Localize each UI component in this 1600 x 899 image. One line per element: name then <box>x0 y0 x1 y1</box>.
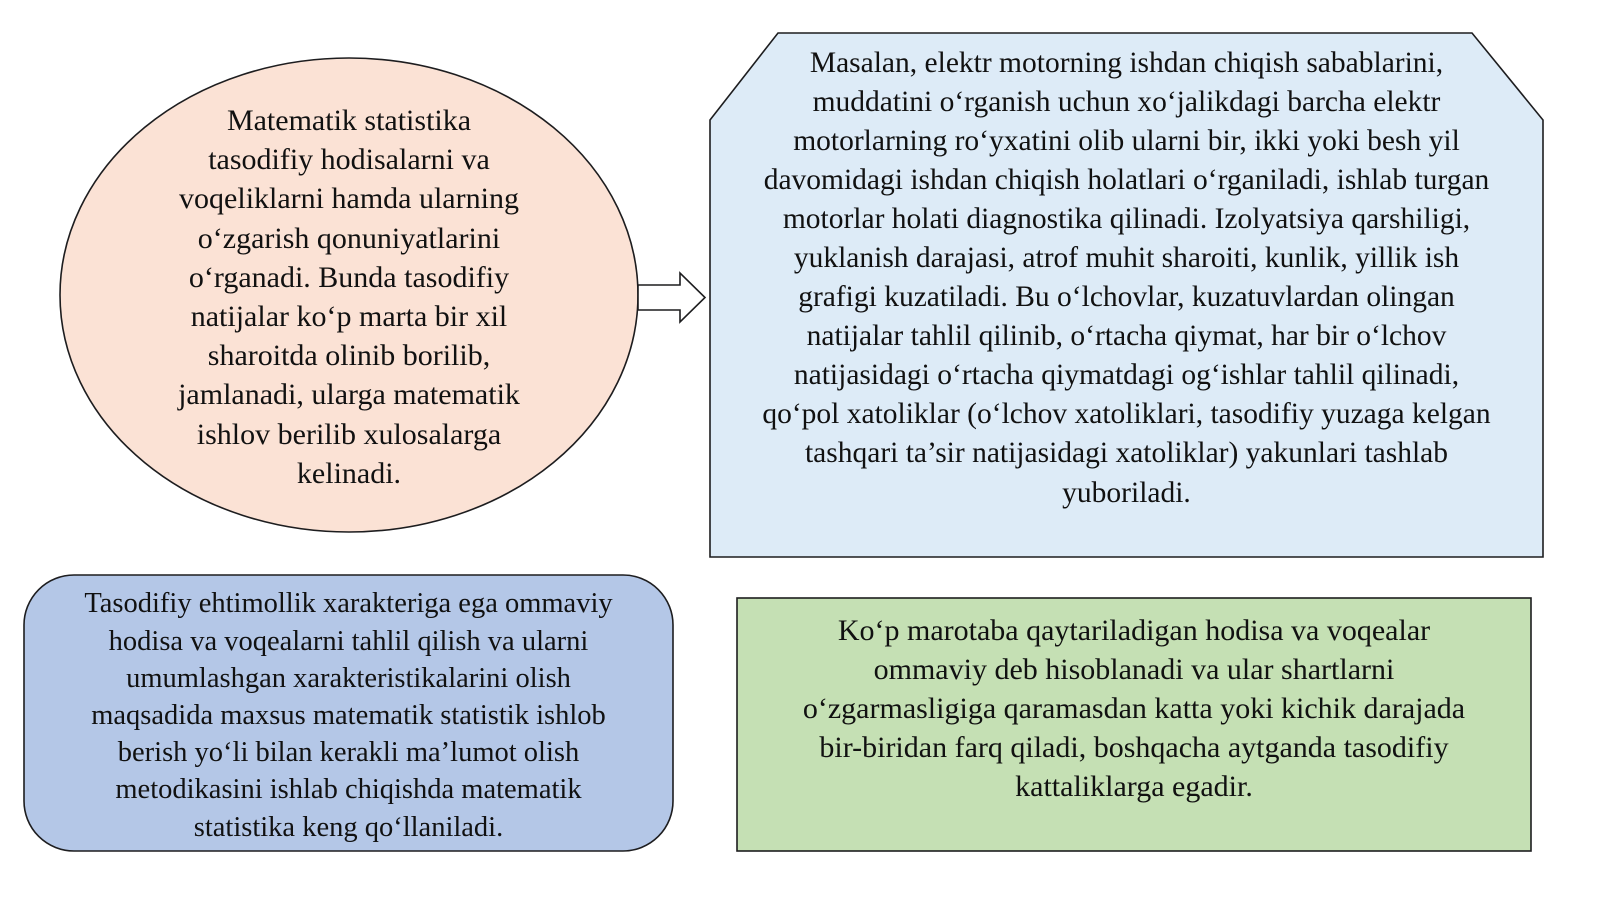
method-line: Tasodifiy ehtimollik xarakteriga ega ommaviy <box>84 588 613 620</box>
example-line: grafigi kuzatiladi. Bu o‘lchovlar, kuzatuvlardan olingan <box>798 281 1455 314</box>
method-line: hodisa va voqealarni tahlil qilish va ularni <box>108 625 589 657</box>
method-line: statistika keng qo‘llaniladi. <box>193 811 504 843</box>
method-line: maqsadida maxsus matematik statistik ishlob <box>91 700 606 731</box>
definition-line: voqeliklarni hamda ularning <box>179 182 519 216</box>
definition-line: Matematik statistika <box>226 104 472 137</box>
example-line: davomidagi ishdan chiqish holatlari o‘rganiladi, ishlab turgan <box>763 163 1490 196</box>
example-line: qo‘pol xatoliklar (o‘lchov xatoliklari, tasodifiy yuzaga kelgan <box>762 398 1491 431</box>
method-line: berish yo‘li bilan kerakli ma’lumot olish <box>117 737 580 769</box>
example-line: natijalar tahlil qilinib, o‘rtacha qiymat, har bir o‘lchov <box>806 320 1447 353</box>
mass-events-line: o‘zgarmasligiga qaramasdan katta yoki kichik darajada <box>802 691 1466 725</box>
example-line: motorlarning ro‘yxatini olib ularni bir, ikki yoki besh yil <box>793 124 1460 157</box>
method-text <box>24 585 673 845</box>
definition-line: tasodifiy hodisalarni va <box>208 143 490 177</box>
definition-line: natijalar ko‘p marta bir xil <box>190 300 508 334</box>
example-line: motorlar holati diagnostika qilinadi. Izolyatsiya qarshiligi, <box>782 202 1471 235</box>
definition-line: o‘zgarish qonuniyatlarini <box>197 221 501 255</box>
method-line: metodikasini ishlab chiqishda matematik <box>115 774 582 806</box>
mass-events-line: bir-biridan farq qiladi, boshqacha aytganda tasodifiy <box>819 730 1449 764</box>
definition-text <box>60 101 638 493</box>
example-text <box>710 44 1543 513</box>
definition-line: kelinadi. <box>296 456 402 490</box>
mass-events-line: ommaviy deb hisoblanadi va ular shartlarni <box>873 652 1395 686</box>
example-line: Masalan, elektr motorning ishdan chiqish sabablarini, <box>809 46 1444 79</box>
method-line: umumlashgan xarakteristikalarini olish <box>126 662 571 694</box>
definition-line: o‘rganadi. Bunda tasodifiy <box>188 260 510 294</box>
definition-line: ishlov berilib xulosalarga <box>196 417 502 451</box>
mass-events-text <box>737 611 1531 806</box>
right-arrow-connector <box>638 273 705 322</box>
example-line: natijasidagi o‘rtacha qiymatdagi og‘ishlar tahlil qilinadi, <box>793 359 1460 392</box>
definition-line: jamlanadi, ularga matematik <box>178 378 520 412</box>
example-line: tashqari ta’sir natijasidagi xatoliklar) yakunlari tashlab <box>804 437 1449 470</box>
example-line: yuklanish darajasi, atrof muhit sharoiti, kunlik, yillik ish <box>793 241 1460 274</box>
example-line: yuboriladi. <box>1062 476 1191 509</box>
mass-events-line: Ko‘p marotaba qaytariladigan hodisa va voqealar <box>837 613 1431 647</box>
mass-events-line: kattaliklarga egadir. <box>1015 769 1253 803</box>
definition-line: sharoitda olinib borilib, <box>207 339 491 373</box>
example-line: muddatini o‘rganish uchun xo‘jalikdagi barcha elektr <box>812 85 1441 118</box>
